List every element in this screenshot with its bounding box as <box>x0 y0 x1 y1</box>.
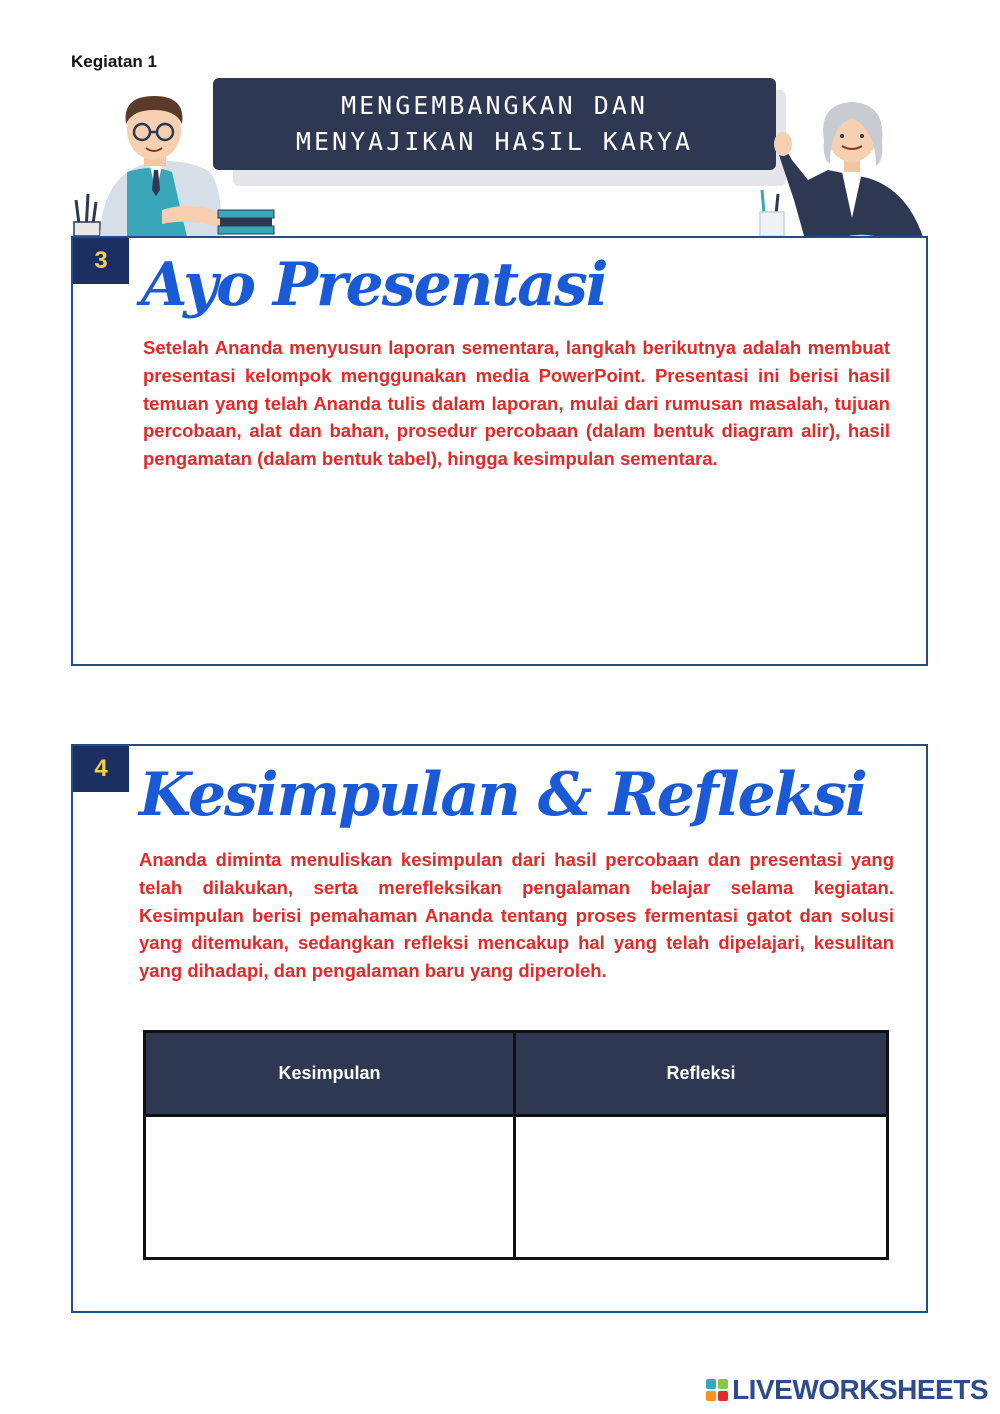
section-instructions: Ananda diminta menuliskan kesimpulan dari hasil percobaan dan presentasi yang telah dilakukan, serta merefleksikan pengalaman belajar selama kegiatan. Kesimpulan berisi pemahaman Ananda tentang proses fermentasi gatot dan solusi yang ditemukan, sedangkan refleksi mencakup hal yang telah dipelajari, kesulitan yang dihadapi, dan pengalaman baru yang diperoleh. <box>139 849 894 982</box>
refleksi-answer-cell[interactable] <box>516 1117 886 1257</box>
section-ayo-presentasi <box>71 236 928 666</box>
liveworksheets-logo-icon <box>706 1379 728 1401</box>
female-teacher-illustration <box>758 100 930 252</box>
section-title: Ayo Presentasi <box>141 250 607 320</box>
brand-name: LIVEWORKSHEETS <box>732 1374 988 1405</box>
kesimpulan-answer-cell[interactable] <box>146 1117 516 1257</box>
section-number-badge: 3 <box>73 238 129 284</box>
section-title: Kesimpulan & Refleksi <box>139 760 866 830</box>
section-number-badge: 4 <box>73 746 129 792</box>
activity-label: Kegiatan 1 <box>71 52 157 71</box>
banner-line-2: MENYAJIKAN HASIL KARYA <box>295 127 694 156</box>
liveworksheets-brand <box>706 1374 988 1406</box>
page-title-banner <box>213 78 776 170</box>
table-header-refleksi: Refleksi <box>516 1033 886 1117</box>
section-instructions: Setelah Ananda menyusun laporan sementara, langkah berikutnya adalah membuat presentasi kelompok menggunakan media PowerPoint. Presentasi ini berisi hasil temuan yang telah Ananda tulis dalam laporan, mulai dari rumusan masalah, tujuan percobaan, alat dan bahan, prosedur percobaan (dalam bentuk diagram alir), hasil pengamatan (dalam bentuk tabel), hingga kesimpulan sementara. <box>143 337 890 470</box>
reflection-table <box>143 1030 889 1260</box>
male-teacher-illustration <box>72 92 277 237</box>
section-kesimpulan-refleksi <box>71 744 928 1313</box>
table-header-kesimpulan: Kesimpulan <box>146 1033 516 1117</box>
banner-line-1: MENGEMBANGKAN DAN <box>341 91 648 120</box>
